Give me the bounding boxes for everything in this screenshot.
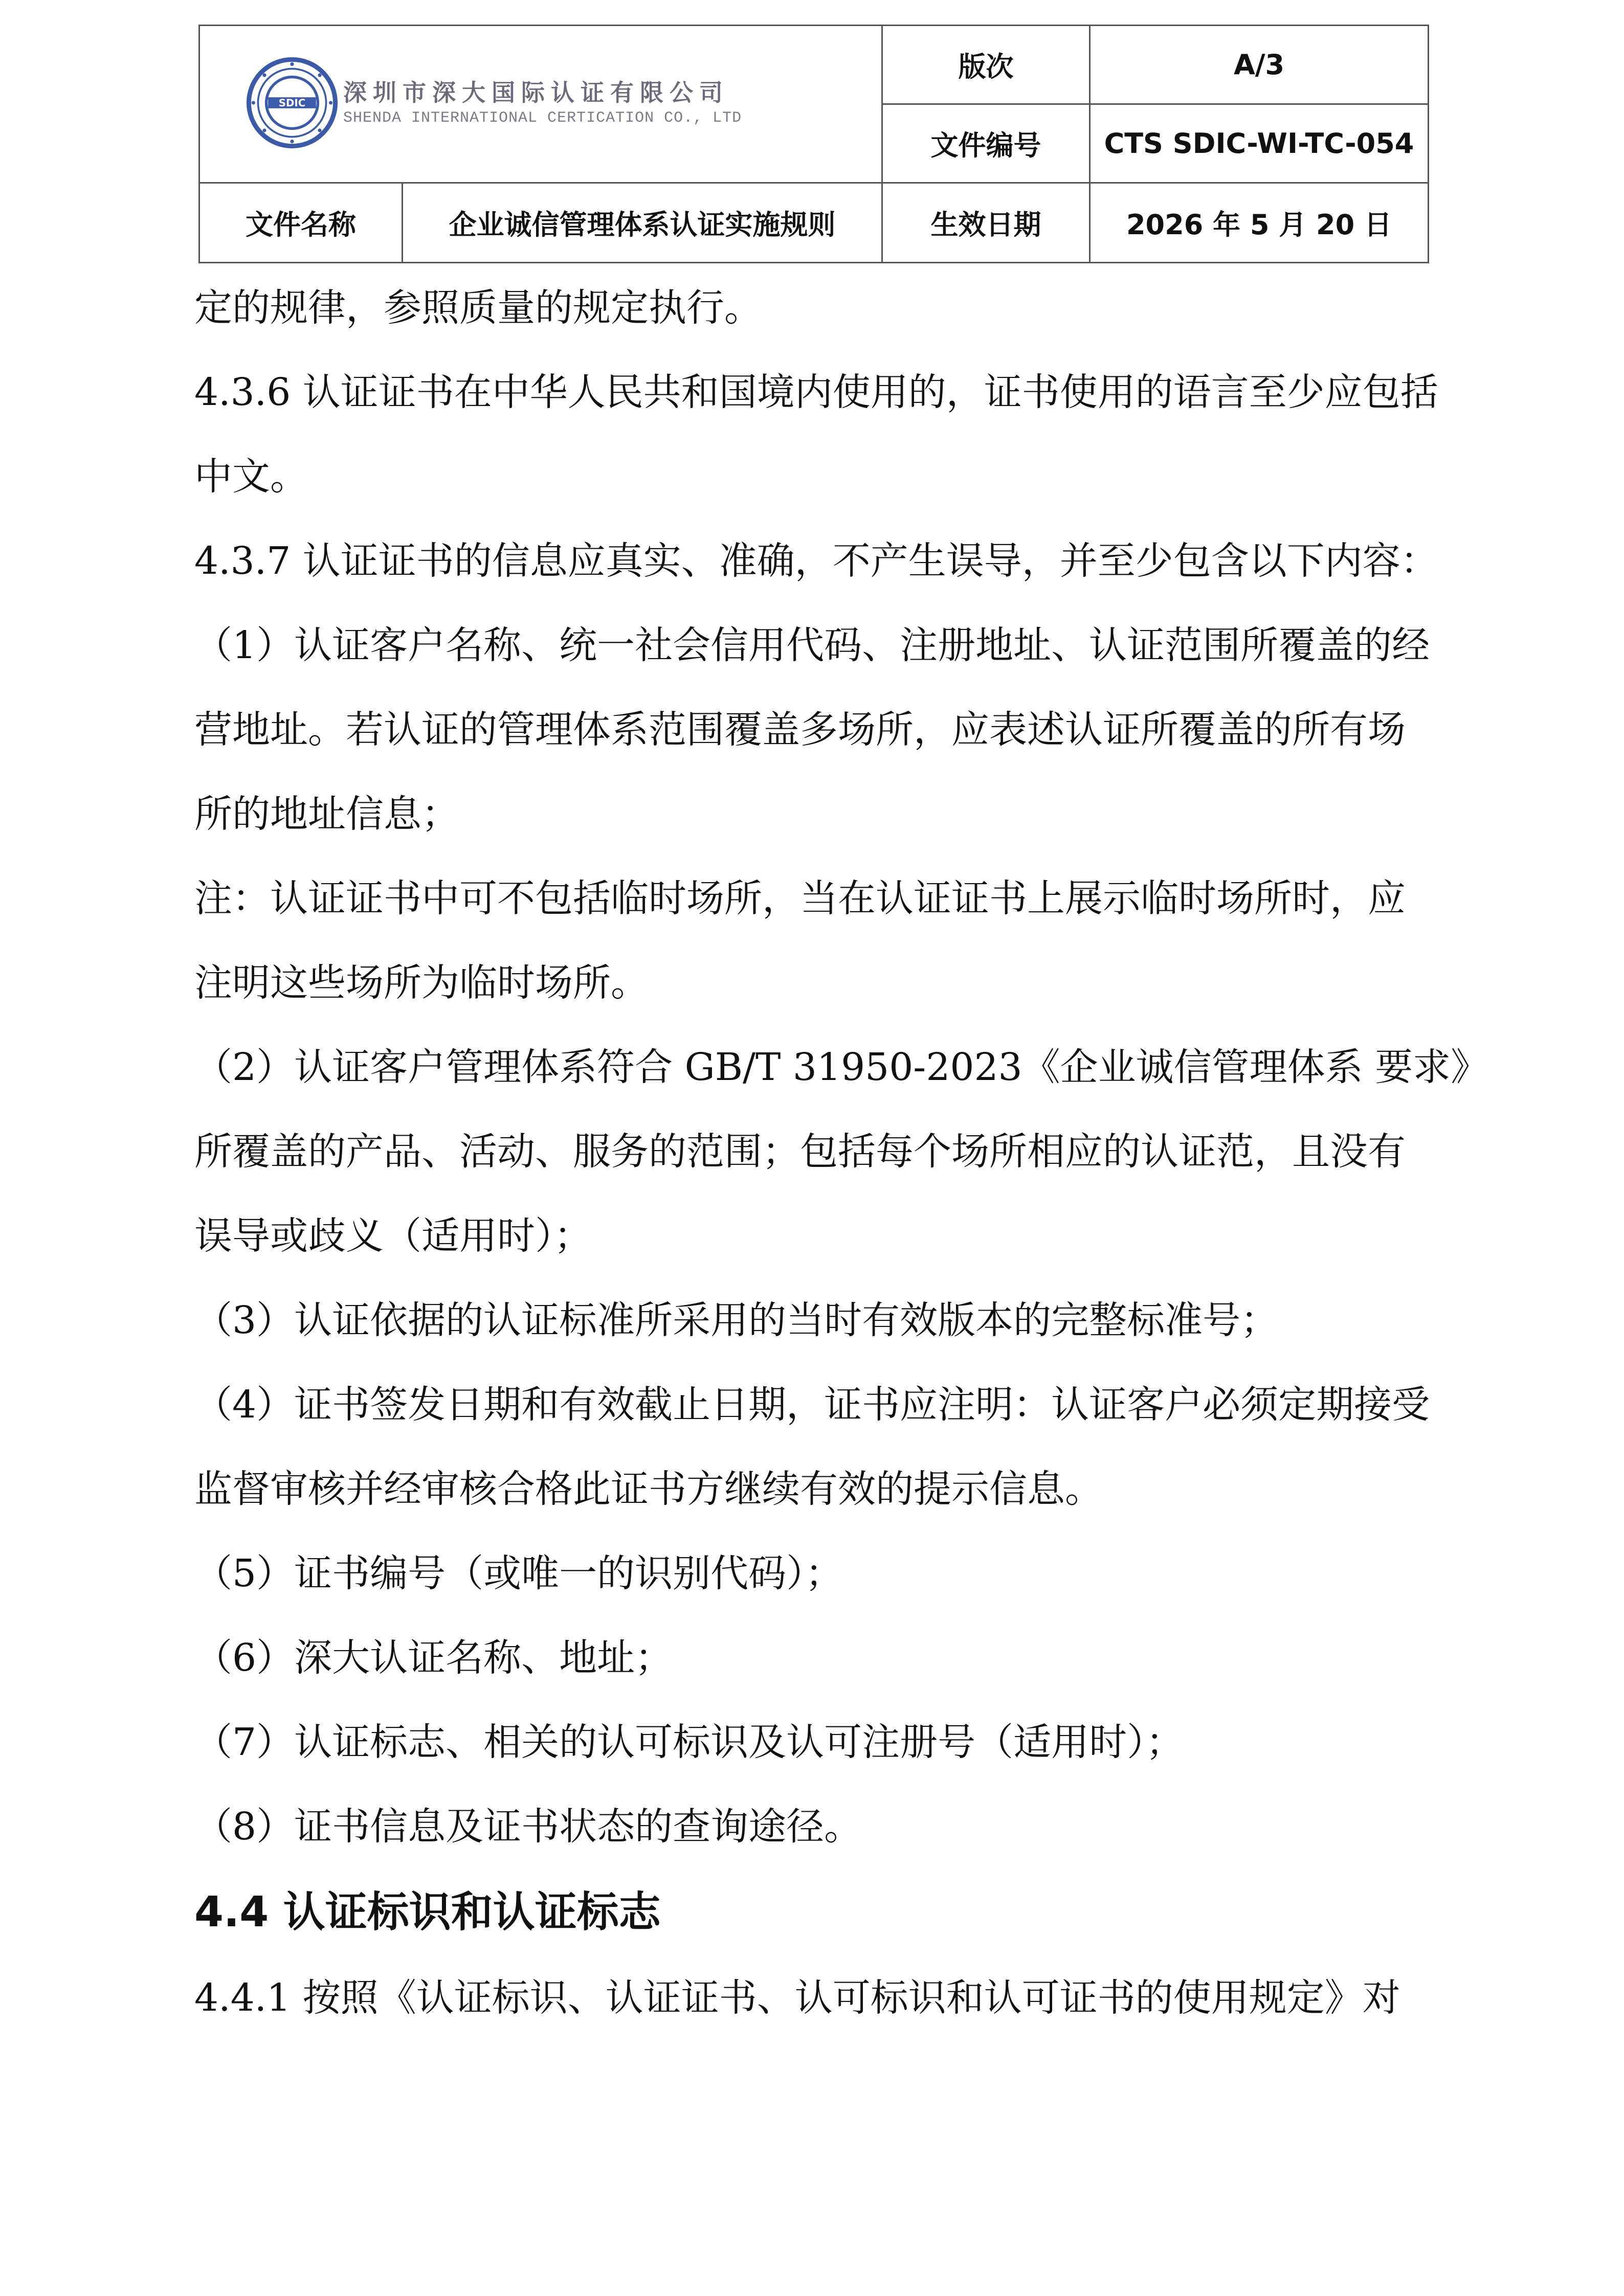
- effective-date-value: 2026 年 5 月 20 日: [1090, 183, 1429, 263]
- body-line: （2）认证客户管理体系符合 GB/T 31950-2023《企业诚信管理体系 要求》: [194, 1045, 1489, 1089]
- version-value: A/3: [1090, 26, 1429, 104]
- document-body: [194, 266, 1489, 2040]
- body-line: （8）证书信息及证书状态的查询途径。: [194, 1805, 862, 1849]
- version-label: 版次: [882, 26, 1090, 104]
- doc-number-value: CTS SDIC-WI-TC-054: [1090, 104, 1429, 183]
- section-heading: 4.4 认证标识和认证标志: [194, 1888, 661, 1937]
- company-seal-icon: [246, 57, 338, 149]
- effective-date-label: 生效日期: [882, 183, 1090, 263]
- company-name-en: SHENDA INTERNATIONAL CERTICATION CO., LTD: [343, 109, 742, 127]
- body-line: 注明这些场所为临时场所。: [194, 961, 649, 1005]
- body-line: 所的地址信息；: [194, 792, 459, 836]
- body-line: （1）认证客户名称、统一社会信用代码、注册地址、认证范围所覆盖的经: [194, 623, 1430, 667]
- body-line: （3）认证依据的认证标准所采用的当时有效版本的完整标准号；: [194, 1298, 1279, 1342]
- body-line: 4.3.7 认证证书的信息应真实、准确，不产生误导，并至少包含以下内容：: [194, 539, 1438, 583]
- body-line: 所覆盖的产品、活动、服务的范围；包括每个场所相应的认证范，且没有: [194, 1130, 1406, 1174]
- company-logo: [246, 57, 742, 149]
- body-line: （5）证书编号（或唯一的识别代码）；: [194, 1551, 843, 1595]
- body-line: 注：认证证书中可不包括临时场所，当在认证证书上展示临时场所时，应: [194, 876, 1406, 920]
- body-line: 4.3.6 认证证书在中华人民共和国境内使用的，证书使用的语言至少应包括: [194, 370, 1438, 414]
- body-line: 中文。: [194, 455, 308, 499]
- filename-value: 企业诚信管理体系认证实施规则: [403, 183, 882, 263]
- body-line: 监督审核并经审核合格此证书方继续有效的提示信息。: [194, 1467, 1103, 1511]
- body-line: 误导或歧义（适用时）；: [194, 1214, 592, 1258]
- doc-number-label: 文件编号: [882, 104, 1090, 183]
- body-line: （6）深大认证名称、地址；: [194, 1636, 673, 1680]
- document-header-table: [198, 25, 1429, 263]
- body-line: （7）认证标志、相关的认可标识及认可注册号（适用时）；: [194, 1720, 1184, 1764]
- seal-text: SDIC: [278, 97, 306, 109]
- body-line: 定的规律，参照质量的规定执行。: [194, 286, 762, 330]
- company-name-cn: 深圳市深大国际认证有限公司: [343, 79, 729, 106]
- logo-cell: [199, 26, 882, 183]
- body-line: 营地址。若认证的管理体系范围覆盖多场所，应表述认证所覆盖的所有场: [194, 708, 1406, 752]
- body-line: （4）证书签发日期和有效截止日期，证书应注明：认证客户必须定期接受: [194, 1383, 1430, 1427]
- filename-label: 文件名称: [199, 183, 403, 263]
- body-line: 4.4.1 按照《认证标识、认证证书、认可标识和认可证书的使用规定》对: [194, 1976, 1400, 2020]
